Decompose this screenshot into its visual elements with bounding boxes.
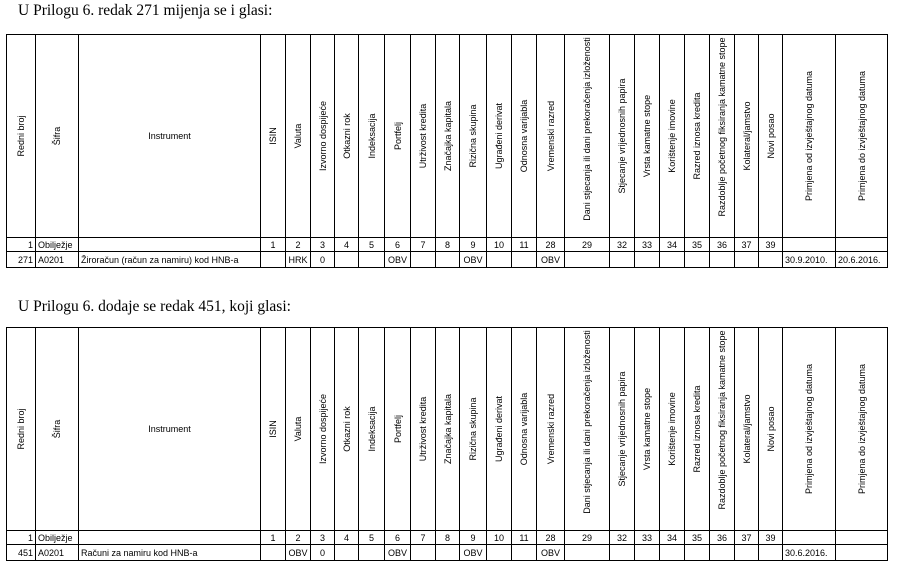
header-col-17-label: Razdoblje početnog fiksiranja kamatne stope: [717, 329, 727, 510]
number-row-col-12: 29: [565, 531, 610, 545]
header-col-4-label: Indeksacija: [366, 113, 377, 159]
header-col-19: [759, 35, 783, 238]
header-col-20-label: Primjena od izvještajnog datuma: [804, 70, 814, 202]
data-row-col-20: 30.9.2010.: [783, 252, 836, 268]
number-row-col-5: 6: [385, 531, 411, 545]
header-col-14: [635, 35, 660, 238]
data-row: [7, 545, 888, 561]
data-row-col-9: [487, 545, 512, 561]
header-col-16-label: Razred iznosa kredita: [692, 385, 702, 473]
header-col-19-label: Novi posao: [765, 113, 776, 159]
header-col-20: [783, 328, 836, 531]
number-row-col-0: 1: [261, 238, 286, 252]
header-row: [7, 35, 888, 238]
header-col-4-label: Indeksacija: [366, 406, 377, 452]
header-col-14-label: Vrsta kamatne stope: [642, 387, 652, 471]
header-col-13-label: Stjecanje vrijednosnih papira: [617, 78, 627, 194]
header-sifra-label: Šifra: [52, 126, 62, 146]
header-col-7: [436, 328, 460, 531]
data-row-col-3: [335, 252, 359, 268]
data-row-col-4: [359, 545, 385, 561]
data-row-col-17: [710, 252, 735, 268]
number-row-col-7: 8: [436, 531, 460, 545]
header-col-19-label: Novi posao: [765, 406, 776, 452]
number-row: [7, 531, 888, 545]
header-col-11-label: Vremenski razred: [545, 393, 556, 465]
number-row-sifra: Obilježje: [36, 238, 79, 252]
number-row-col-4: 5: [359, 531, 385, 545]
data-row-col-12: [565, 545, 610, 561]
header-col-16-label: Razred iznosa kredita: [692, 92, 702, 180]
data-row-col-15: [660, 252, 685, 268]
section-1-title: U Prilogu 6. redak 271 mijenja se i glasi:: [18, 2, 273, 19]
data-row-col-1: HRK: [286, 252, 311, 268]
header-col-8-label: Rizična skupina: [468, 104, 478, 168]
header-col-5: [385, 328, 411, 531]
number-row-col-1: 2: [286, 531, 311, 545]
data-row-redni-broj: 451: [7, 545, 36, 561]
header-col-17-label: Razdoblje početnog fiksiranja kamatne stope: [717, 36, 727, 217]
header-redni-broj: [7, 328, 36, 531]
header-col-21-label: Primjena do izvještajnog datuma: [856, 70, 867, 202]
header-col-7-label: Značajka kapitala: [442, 100, 453, 172]
data-row-col-16: [685, 252, 710, 268]
data-row-col-5: OBV: [385, 545, 411, 561]
header-col-4: [359, 328, 385, 531]
header-col-13: [610, 328, 635, 531]
data-row-col-14: [635, 252, 660, 268]
header-col-2: [311, 328, 335, 531]
header-col-9-label: Ugrađeni derivat: [494, 395, 504, 463]
header-sifra: [36, 35, 79, 238]
number-row-col-1: 2: [286, 238, 311, 252]
data-row-col-7: [436, 252, 460, 268]
number-row-col-15: 34: [660, 531, 685, 545]
number-row-col-3: 4: [335, 238, 359, 252]
data-row-col-8: OBV: [460, 252, 487, 268]
header-col-8: [460, 328, 487, 531]
data-row-col-6: [411, 252, 436, 268]
header-col-1: [286, 35, 311, 238]
header-col-0: [261, 35, 286, 238]
number-row: [7, 238, 888, 252]
number-row-col-7: 8: [436, 238, 460, 252]
header-col-21: [836, 35, 888, 238]
header-col-11: [537, 35, 565, 238]
header-col-4: [359, 35, 385, 238]
header-col-16: [685, 35, 710, 238]
number-row-col-14: 33: [635, 531, 660, 545]
data-row: [7, 252, 888, 268]
data-row-col-10: [512, 252, 537, 268]
number-row-col-19: 39: [759, 531, 783, 545]
number-row-col-12: 29: [565, 238, 610, 252]
number-row-col-4: 5: [359, 238, 385, 252]
data-row-col-13: [610, 545, 635, 561]
number-row-col-16: 35: [685, 238, 710, 252]
number-row-col-14: 33: [635, 238, 660, 252]
header-row: [7, 328, 888, 531]
number-row-col-6: 7: [411, 238, 436, 252]
header-col-2-label: Izvorno dospijeće: [317, 100, 328, 172]
header-col-2: [311, 35, 335, 238]
number-row-col-18: 37: [735, 531, 759, 545]
data-row-instrument: Računi za namiru kod HNB-a: [79, 545, 261, 561]
header-col-9: [487, 328, 512, 531]
header-col-18-label: Kolateral/jamstvo: [741, 394, 752, 464]
header-col-6-label: Utrživost kredita: [418, 103, 428, 169]
data-row-col-19: [759, 252, 783, 268]
header-redni-broj-label: Redni broj: [16, 115, 26, 157]
data-row-col-7: [436, 545, 460, 561]
number-row-col-15: 34: [660, 238, 685, 252]
number-row-instrument: [79, 238, 261, 252]
header-redni-broj: [7, 35, 36, 238]
header-col-10-label: Odnosna varijabla: [519, 392, 529, 466]
header-col-14: [635, 328, 660, 531]
header-sifra-label: Šifra: [52, 419, 62, 439]
header-col-3-label: Otkazni rok: [341, 113, 352, 159]
number-row-col-17: 36: [710, 531, 735, 545]
header-col-8: [460, 35, 487, 238]
header-col-1-label: Valuta: [293, 416, 303, 442]
header-col-0: [261, 328, 286, 531]
data-row-col-11: OBV: [537, 252, 565, 268]
number-row-col-20: [783, 238, 836, 252]
data-row-col-16: [685, 545, 710, 561]
number-row-col-16: 35: [685, 531, 710, 545]
data-row-col-6: [411, 545, 436, 561]
data-row-col-2: 0: [311, 252, 335, 268]
header-col-14-label: Vrsta kamatne stope: [642, 94, 652, 178]
data-row-col-19: [759, 545, 783, 561]
header-col-17: [710, 35, 735, 238]
number-row-col-13: 32: [610, 531, 635, 545]
header-col-12-label: Dani stjecanja ili dani prekoračenja izloženosti: [582, 36, 592, 221]
header-col-8-label: Rizična skupina: [468, 397, 478, 461]
header-instrument: [79, 35, 261, 238]
data-row-col-11: OBV: [537, 545, 565, 561]
data-row-col-18: [735, 545, 759, 561]
header-col-18: [735, 328, 759, 531]
header-instrument-label: Instrument: [148, 424, 191, 434]
header-col-20-label: Primjena od izvještajnog datuma: [804, 363, 814, 495]
header-col-13-label: Stjecanje vrijednosnih papira: [617, 371, 627, 487]
number-row-redni-broj: 1: [7, 238, 36, 252]
data-row-col-15: [660, 545, 685, 561]
data-row-col-13: [610, 252, 635, 268]
section-2-title: U Prilogu 6. dodaje se redak 451, koji glasi:: [18, 298, 291, 315]
data-row-col-18: [735, 252, 759, 268]
data-row-col-3: [335, 545, 359, 561]
header-col-18: [735, 35, 759, 238]
header-col-7-label: Značajka kapitala: [442, 393, 453, 465]
header-col-20: [783, 35, 836, 238]
data-row-col-8: OBV: [460, 545, 487, 561]
header-col-3: [335, 35, 359, 238]
header-col-21: [836, 328, 888, 531]
header-col-12: [565, 328, 610, 531]
header-col-7: [436, 35, 460, 238]
header-col-10: [512, 35, 537, 238]
header-col-17: [710, 328, 735, 531]
number-row-col-9: 10: [487, 531, 512, 545]
data-row-sifra: A0201: [36, 545, 79, 561]
header-col-19: [759, 328, 783, 531]
data-row-col-20: 30.6.2016.: [783, 545, 836, 561]
number-row-col-2: 3: [311, 531, 335, 545]
number-row-col-2: 3: [311, 238, 335, 252]
number-row-col-9: 10: [487, 238, 512, 252]
number-row-col-10: 11: [512, 531, 537, 545]
number-row-col-19: 39: [759, 238, 783, 252]
header-col-9-label: Ugrađeni derivat: [494, 102, 504, 170]
data-row-col-9: [487, 252, 512, 268]
header-col-12-label: Dani stjecanja ili dani prekoračenja izloženosti: [582, 329, 592, 514]
header-sifra: [36, 328, 79, 531]
number-row-col-18: 37: [735, 238, 759, 252]
data-row-col-14: [635, 545, 660, 561]
number-row-col-21: [836, 238, 888, 252]
header-redni-broj-label: Redni broj: [16, 408, 26, 450]
number-row-col-11: 28: [537, 238, 565, 252]
header-col-5-label: Portfelj: [392, 414, 403, 444]
header-col-0-label: ISIN: [268, 420, 278, 438]
header-col-1-label: Valuta: [293, 123, 303, 149]
number-row-col-17: 36: [710, 238, 735, 252]
data-row-sifra: A0201: [36, 252, 79, 268]
data-row-col-0: [261, 252, 286, 268]
data-row-redni-broj: 271: [7, 252, 36, 268]
data-row-col-4: [359, 252, 385, 268]
number-row-col-0: 1: [261, 531, 286, 545]
number-row-col-11: 28: [537, 531, 565, 545]
header-col-9: [487, 35, 512, 238]
header-col-12: [565, 35, 610, 238]
header-col-2-label: Izvorno dospijeće: [317, 393, 328, 465]
header-col-15: [660, 35, 685, 238]
header-col-11: [537, 328, 565, 531]
header-col-21-label: Primjena do izvještajnog datuma: [856, 363, 867, 495]
number-row-col-6: 7: [411, 531, 436, 545]
header-col-5-label: Portfelj: [392, 121, 403, 151]
data-row-col-10: [512, 545, 537, 561]
data-row-col-21: [836, 545, 888, 561]
header-col-6: [411, 35, 436, 238]
header-col-15-label: Korištenje imovine: [667, 99, 677, 173]
data-row-col-21: 20.6.2016.: [836, 252, 888, 268]
header-col-5: [385, 35, 411, 238]
number-row-col-3: 4: [335, 531, 359, 545]
header-col-6: [411, 328, 436, 531]
data-row-col-1: OBV: [286, 545, 311, 561]
header-col-6-label: Utrživost kredita: [418, 396, 428, 462]
number-row-col-21: [836, 531, 888, 545]
header-col-16: [685, 328, 710, 531]
data-row-col-12: [565, 252, 610, 268]
header-col-10: [512, 328, 537, 531]
header-col-15: [660, 328, 685, 531]
data-row-instrument: Žiroračun (račun za namiru) kod HNB-a: [79, 252, 261, 268]
header-col-1: [286, 328, 311, 531]
number-row-col-8: 9: [460, 238, 487, 252]
number-row-col-5: 6: [385, 238, 411, 252]
data-row-col-5: OBV: [385, 252, 411, 268]
number-row-instrument: [79, 531, 261, 545]
data-row-col-2: 0: [311, 545, 335, 561]
number-row-col-13: 32: [610, 238, 635, 252]
number-row-col-10: 11: [512, 238, 537, 252]
data-row-col-0: [261, 545, 286, 561]
header-instrument-label: Instrument: [148, 131, 191, 141]
header-col-0-label: ISIN: [268, 127, 278, 145]
header-col-11-label: Vremenski razred: [545, 100, 556, 172]
number-row-col-20: [783, 531, 836, 545]
header-instrument: [79, 328, 261, 531]
header-col-3: [335, 328, 359, 531]
table-redak-271: [6, 34, 888, 268]
table-redak-451: [6, 327, 888, 561]
header-col-15-label: Korištenje imovine: [667, 392, 677, 466]
data-row-col-17: [710, 545, 735, 561]
number-row-sifra: Obilježje: [36, 531, 79, 545]
header-col-13: [610, 35, 635, 238]
header-col-18-label: Kolateral/jamstvo: [741, 101, 752, 171]
header-col-10-label: Odnosna varijabla: [519, 99, 529, 173]
number-row-redni-broj: 1: [7, 531, 36, 545]
header-col-3-label: Otkazni rok: [341, 406, 352, 452]
number-row-col-8: 9: [460, 531, 487, 545]
